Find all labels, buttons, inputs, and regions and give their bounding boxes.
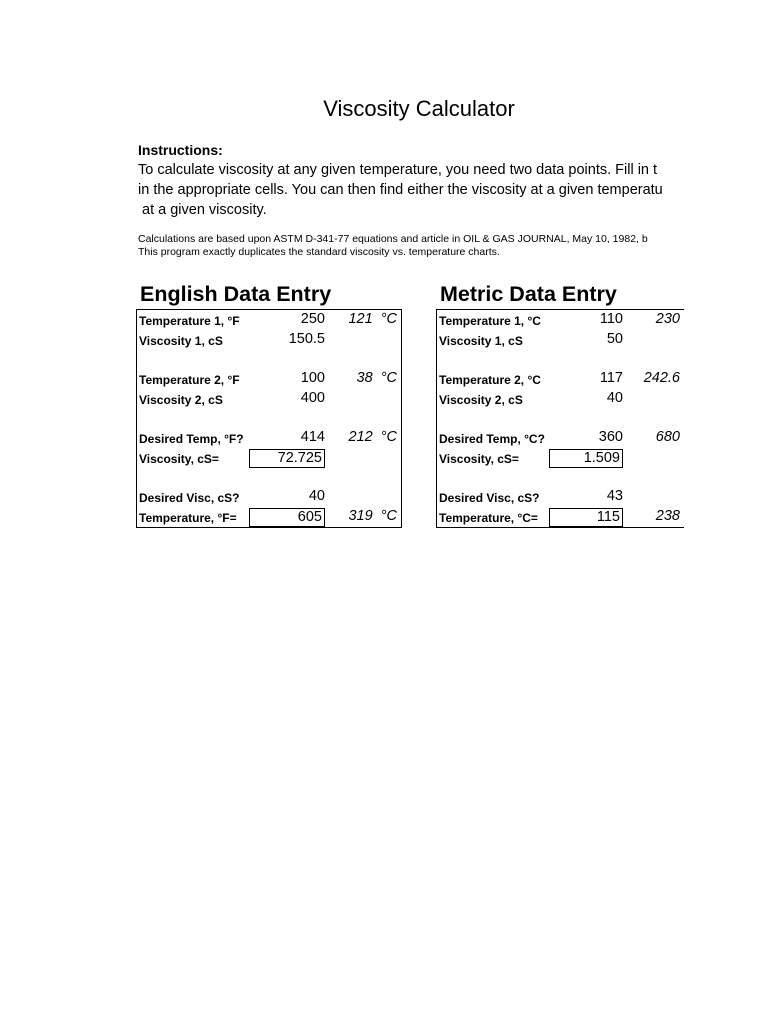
calculation-notes xyxy=(138,233,684,259)
english-desired-temp-input[interactable]: 414 xyxy=(300,429,325,445)
metric-desired-visc-row xyxy=(437,488,623,508)
metric-temperature-1-fahrenheit: 230 xyxy=(655,311,680,327)
english-temperature-result-value: 605 xyxy=(297,509,322,525)
metric-temperature-1-label: Temperature 1, °C xyxy=(439,314,541,328)
english-temperature-1-label: Temperature 1, °F xyxy=(139,314,240,328)
english-temperature-result-celsius: 319 °C xyxy=(348,508,397,524)
metric-viscosity-1-row xyxy=(437,331,623,351)
metric-temperature-2-label: Temperature 2, °C xyxy=(439,373,541,387)
metric-temperature-result-label: Temperature, °C= xyxy=(439,511,538,525)
metric-viscosity-result-label: Viscosity, cS= xyxy=(439,452,519,466)
metric-temperature-result-box xyxy=(549,508,623,527)
metric-temperature-1-row xyxy=(437,311,623,331)
english-viscosity-1-input[interactable]: 150.5 xyxy=(288,331,325,347)
metric-temperature-result-value: 115 xyxy=(596,509,620,525)
instructions-line: To calculate viscosity at any given temperature, you need two data points. Fill in t xyxy=(138,162,658,178)
metric-temperature-1-input[interactable]: 110 xyxy=(599,311,623,327)
metric-viscosity-1-input[interactable]: 50 xyxy=(606,331,623,347)
metric-viscosity-result-value: 1.509 xyxy=(583,450,620,466)
english-desired-temp-row xyxy=(137,429,325,449)
instructions-heading: Instructions: xyxy=(138,142,223,158)
metric-viscosity-2-label: Viscosity 2, cS xyxy=(439,393,523,407)
metric-desired-temp-input[interactable]: 360 xyxy=(598,429,623,445)
english-temperature-1-celsius: 121 °C xyxy=(348,311,397,327)
english-temperature-1-row xyxy=(137,311,325,331)
english-viscosity-2-row xyxy=(137,390,325,410)
metric-viscosity-2-input[interactable]: 40 xyxy=(606,390,623,406)
english-section-title: English Data Entry xyxy=(140,282,332,306)
metric-data-panel xyxy=(436,309,684,528)
metric-viscosity-2-row xyxy=(437,390,623,410)
english-viscosity-2-input[interactable]: 400 xyxy=(300,390,325,406)
english-temperature-1-input[interactable]: 250 xyxy=(300,311,325,327)
metric-desired-temp-row xyxy=(437,429,623,449)
metric-temperature-2-fahrenheit: 242.6 xyxy=(643,370,680,386)
english-viscosity-1-label: Viscosity 1, cS xyxy=(139,334,223,348)
english-desired-temp-celsius: 212 °C xyxy=(348,429,397,445)
note-line: Calculations are based upon ASTM D-341-77 equations and article in OIL & GAS JOURNAL, May 10, 1982, b xyxy=(138,233,648,245)
english-temperature-2-row xyxy=(137,370,325,390)
metric-desired-visc-label: Desired Visc, cS? xyxy=(439,491,540,505)
english-temperature-result-label: Temperature, °F= xyxy=(139,511,237,525)
english-data-panel xyxy=(136,309,402,528)
english-viscosity-result-label: Viscosity, cS= xyxy=(139,452,219,466)
english-temperature-2-label: Temperature 2, °F xyxy=(139,373,240,387)
english-viscosity-result-box xyxy=(249,449,325,468)
metric-desired-temp-label: Desired Temp, °C? xyxy=(439,432,545,446)
instructions-line: at a given viscosity. xyxy=(138,202,267,218)
english-desired-visc-input[interactable]: 40 xyxy=(308,488,325,504)
english-viscosity-1-row xyxy=(137,331,325,351)
metric-viscosity-1-label: Viscosity 1, cS xyxy=(439,334,523,348)
metric-section-title: Metric Data Entry xyxy=(440,282,617,306)
english-desired-visc-row xyxy=(137,488,325,508)
metric-desired-temp-fahrenheit: 680 xyxy=(655,429,680,445)
english-viscosity-result-value: 72.725 xyxy=(277,450,322,466)
english-temperature-2-input[interactable]: 100 xyxy=(300,370,325,386)
metric-temperature-2-row xyxy=(437,370,623,390)
english-viscosity-2-label: Viscosity 2, cS xyxy=(139,393,223,407)
metric-temperature-result-fahrenheit: 238 xyxy=(655,508,680,524)
metric-desired-visc-input[interactable]: 43 xyxy=(606,488,623,504)
metric-temperature-2-input[interactable]: 117 xyxy=(599,370,623,386)
metric-viscosity-result-box xyxy=(549,449,623,468)
instructions-text xyxy=(138,160,684,220)
instructions-line: in the appropriate cells. You can then find either the viscosity at a given temperatu xyxy=(138,182,663,198)
note-line: This program exactly duplicates the standard viscosity vs. temperature charts. xyxy=(138,246,500,258)
english-temperature-result-box xyxy=(249,508,325,527)
page-title: Viscosity Calculator xyxy=(323,96,515,121)
english-desired-temp-label: Desired Temp, °F? xyxy=(139,432,244,446)
english-desired-visc-label: Desired Visc, cS? xyxy=(139,491,240,505)
english-temperature-2-celsius: 38 °C xyxy=(356,370,397,386)
